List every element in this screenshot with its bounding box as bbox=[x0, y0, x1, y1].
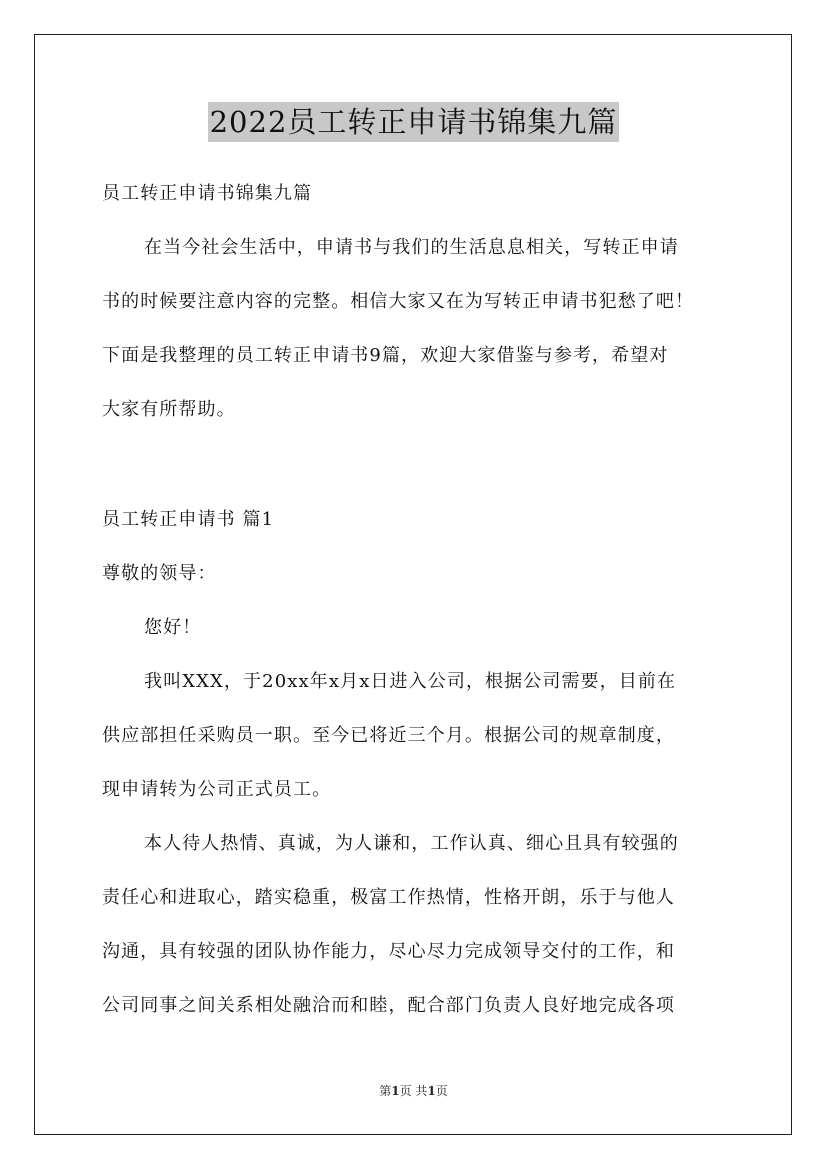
body-line-5: 责任心和进取心，踏实稳重，极富工作热情，性格开朗，乐于与他人 bbox=[102, 887, 675, 908]
subtitle-line: 员工转正申请书锦集九篇 bbox=[102, 183, 313, 204]
greeting: 您好！ bbox=[144, 617, 202, 638]
footer-page-current: 1 bbox=[391, 1084, 400, 1098]
intro-line-2: 书的时候要注意内容的完整。相信大家又在为写转正申请书犯愁了吧！ bbox=[102, 291, 695, 312]
intro-line-3: 下面是我整理的员工转正申请书9篇，欢迎大家借鉴与参考，希望对 bbox=[102, 345, 669, 366]
body-line-7: 公司同事之间关系相处融洽而和睦，配合部门负责人良好地完成各项 bbox=[102, 995, 675, 1016]
title-container bbox=[0, 102, 827, 142]
salutation: 尊敬的领导： bbox=[102, 563, 217, 584]
footer-page-total: 1 bbox=[427, 1084, 436, 1098]
body-line-1: 我叫XXX，于20xx年x月x日进入公司，根据公司需要，目前在 bbox=[144, 671, 677, 692]
body-line-3: 现申请转为公司正式员工。 bbox=[102, 779, 332, 800]
footer-page-prefix: 第 bbox=[379, 1084, 392, 1098]
body-line-2: 供应部担任采购员一职。至今已将近三个月。根据公司的规章制度， bbox=[102, 725, 675, 746]
body-line-6: 沟通，具有较强的团队协作能力，尽心尽力完成领导交付的工作，和 bbox=[102, 941, 675, 962]
body-line-4: 本人待人热情、真诚，为人谦和，工作认真、细心且具有较强的 bbox=[144, 833, 679, 854]
page-footer bbox=[0, 1083, 827, 1099]
intro-line-4: 大家有所帮助。 bbox=[102, 399, 236, 420]
section-heading: 员工转正申请书 篇1 bbox=[102, 509, 275, 530]
intro-line-1: 在当今社会生活中，申请书与我们的生活息息相关，写转正申请 bbox=[144, 237, 679, 258]
footer-page-mid: 页 共 bbox=[399, 1084, 428, 1098]
footer-page-suffix: 页 bbox=[435, 1084, 448, 1098]
document-title: 2022员工转正申请书锦集九篇 bbox=[208, 102, 620, 142]
